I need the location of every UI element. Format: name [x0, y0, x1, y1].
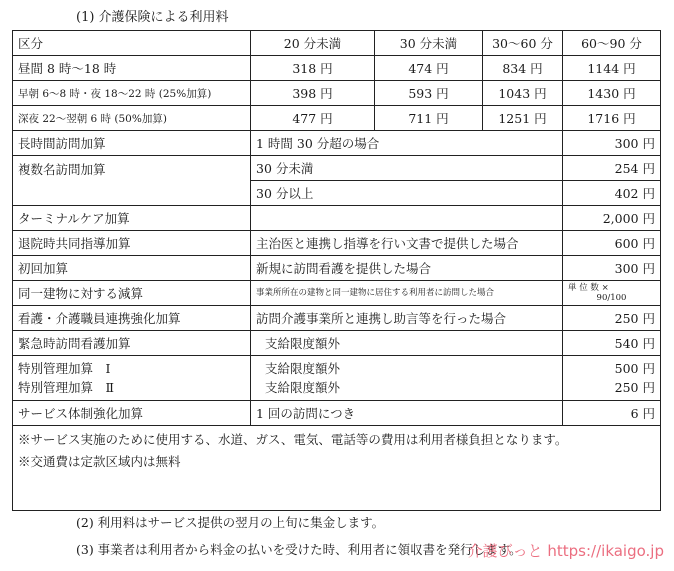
addon-price: 402 円: [563, 181, 661, 206]
addon-desc: 主治医と連携し指導を行い文書で提供した場合: [251, 231, 563, 256]
rate-value: 398 円: [251, 81, 375, 106]
addon-label: [13, 356, 251, 401]
addon-label: 長時間訪問加算: [13, 131, 251, 156]
addon-price: 250 円: [563, 306, 661, 331]
header-30-60: 30～60 分: [483, 31, 563, 56]
header-under-20: 20 分未満: [251, 31, 375, 56]
note-utilities: ※サービス実施のために使用する、水道、ガス、電気、電話等の費用は利用者様負担となります。: [18, 432, 568, 447]
rate-value: 1251 円: [483, 106, 563, 131]
addon-desc: [251, 206, 563, 231]
addon-desc: 事業所所在の建物と同一建物に居住する利用者に訪問した場合: [251, 281, 563, 306]
rate-row-late-night: [13, 106, 661, 131]
header-category: 区分: [13, 31, 251, 56]
addon-label-2: 特別管理加算 Ⅱ: [18, 380, 114, 395]
rate-value: 1430 円: [563, 81, 661, 106]
addon-row-service-system: [13, 401, 661, 426]
addon-desc: 訪問介護事業所と連携し助言等を行った場合: [251, 306, 563, 331]
addon-row-discharge: [13, 231, 661, 256]
footer-item-2: (2) 利用料はサービス提供の翌月の上旬に集金します。: [76, 515, 385, 530]
addon-desc: 30 分以上: [251, 181, 563, 206]
addon-label: サービス体制強化加算: [13, 401, 251, 426]
rate-row-early-night: [13, 81, 661, 106]
addon-row-same-building: [13, 281, 661, 306]
section-heading: (1) 介護保険による利用料: [76, 10, 229, 25]
rate-value: 711 円: [375, 106, 483, 131]
footer-item-3: (3) 事業者は利用者から料金の払いを受けた時、利用者に領収書を発行します。: [76, 542, 522, 557]
addon-price: [563, 356, 661, 401]
addon-label: 同一建物に対する減算: [13, 281, 251, 306]
addon-row-special: [13, 356, 661, 401]
addon-desc-2: 支給限度額外: [265, 380, 341, 395]
addon-label: 退院時共同指導加算: [13, 231, 251, 256]
addon-price: 600 円: [563, 231, 661, 256]
addon-label: 複数名訪問加算: [13, 156, 251, 206]
rate-value: 1144 円: [563, 56, 661, 81]
rate-row-daytime: [13, 56, 661, 81]
rate-value: 593 円: [375, 81, 483, 106]
addon-label: 看護・介護職員連携強化加算: [13, 306, 251, 331]
rate-value: 318 円: [251, 56, 375, 81]
addon-price-1: 500 円: [614, 361, 655, 376]
addon-label: 緊急時訪問看護加算: [13, 331, 251, 356]
addon-row-terminal: [13, 206, 661, 231]
addon-price-2: 250 円: [614, 380, 655, 395]
addon-desc: [251, 356, 563, 401]
addon-row-emergency: [13, 331, 661, 356]
note-transport: ※交通費は定款区域内は無料: [18, 454, 181, 469]
rate-value: 1716 円: [563, 106, 661, 131]
addon-desc: 1 回の訪問につき: [251, 401, 563, 426]
addon-price-line2: 90/100: [596, 293, 627, 303]
addon-price: 540 円: [563, 331, 661, 356]
fee-table: [12, 30, 661, 511]
notes-row: [13, 426, 661, 511]
addon-price: 2,000 円: [563, 206, 661, 231]
rate-value: 477 円: [251, 106, 375, 131]
addon-label: 初回加算: [13, 256, 251, 281]
watermark: 介護びっと https://ikaigo.jp: [467, 542, 664, 560]
addon-desc-1: 支給限度額外: [265, 361, 341, 376]
notes-cell: [13, 426, 661, 511]
header-under-30: 30 分未満: [375, 31, 483, 56]
rate-label: 早朝 6～8 時・夜 18～22 時 (25%加算): [13, 81, 251, 106]
addon-row-care-coop: [13, 306, 661, 331]
addon-label-1: 特別管理加算 Ⅰ: [18, 361, 111, 376]
rate-value: 1043 円: [483, 81, 563, 106]
rate-value: 834 円: [483, 56, 563, 81]
addon-desc: 1 時間 30 分超の場合: [251, 131, 563, 156]
addon-price: 300 円: [563, 256, 661, 281]
header-60-90: 60～90 分: [563, 31, 661, 56]
addon-price: 6 円: [563, 401, 661, 426]
addon-label: ターミナルケア加算: [13, 206, 251, 231]
table-header-row: [13, 31, 661, 56]
addon-price: [563, 281, 661, 306]
addon-row-multi-visit: [13, 156, 661, 181]
addon-desc: 30 分未満: [251, 156, 563, 181]
addon-price: 254 円: [563, 156, 661, 181]
rate-label: 昼間 8 時～18 時: [13, 56, 251, 81]
addon-desc: 新規に訪問看護を提供した場合: [251, 256, 563, 281]
addon-row-initial: [13, 256, 661, 281]
addon-desc: 支給限度額外: [251, 331, 563, 356]
rate-label: 深夜 22～翌朝 6 時 (50%加算): [13, 106, 251, 131]
addon-price: 300 円: [563, 131, 661, 156]
addon-price-line1: 単 位 数 ×: [568, 283, 609, 293]
rate-value: 474 円: [375, 56, 483, 81]
addon-row-long-visit: [13, 131, 661, 156]
